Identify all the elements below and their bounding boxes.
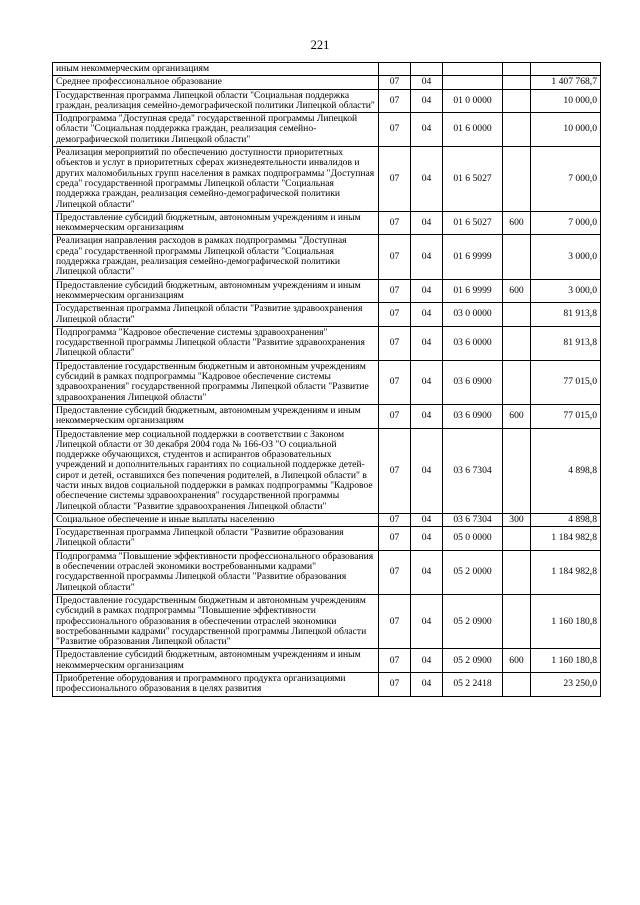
expense-type-code	[503, 326, 531, 360]
amount: 4 898,8	[531, 428, 601, 513]
amount: 1 407 768,7	[531, 76, 601, 89]
amount: 10 000,0	[531, 113, 601, 147]
table-row	[53, 594, 601, 648]
expense-type-code	[503, 594, 531, 648]
expense-type-code	[503, 527, 531, 551]
target-article-code: 01 6 0000	[443, 113, 503, 147]
target-article-code: 05 2 2418	[443, 673, 503, 697]
table-row	[53, 113, 601, 147]
target-article-code: 05 2 0900	[443, 649, 503, 673]
section-code	[379, 63, 411, 76]
expense-type-code	[503, 673, 531, 697]
row-name: Подпрограмма "Кадровое обеспечение системы здравоохранения" государственной программы Липецкой области "Развитие здравоохранения Липецкой области"	[53, 326, 379, 360]
amount: 3 000,0	[531, 235, 601, 279]
section-code: 07	[379, 235, 411, 279]
subsection-code: 04	[411, 649, 443, 673]
amount: 3 000,0	[531, 279, 601, 303]
subsection-code: 04	[411, 594, 443, 648]
table-row	[53, 527, 601, 551]
target-article-code: 01 6 9999	[443, 279, 503, 303]
target-article-code: 05 0 0000	[443, 527, 503, 551]
expense-type-code: 600	[503, 279, 531, 303]
table-row	[53, 279, 601, 303]
amount: 4 898,8	[531, 513, 601, 526]
target-article-code: 01 0 0000	[443, 89, 503, 113]
amount	[531, 63, 601, 76]
section-code: 07	[379, 428, 411, 513]
subsection-code: 04	[411, 89, 443, 113]
row-name: Подпрограмма "Доступная среда" государственной программы Липецкой области "Социальная поддержка граждан, реализация семейно-демографической политики Липецкой области"	[53, 113, 379, 147]
expense-type-code	[503, 428, 531, 513]
amount: 23 250,0	[531, 673, 601, 697]
target-article-code: 03 6 7304	[443, 428, 503, 513]
subsection-code: 04	[411, 279, 443, 303]
target-article-code: 01 6 5027	[443, 211, 503, 235]
row-name: Предоставление субсидий бюджетным, автономным учреждениям и иным некоммерческим организациям	[53, 649, 379, 673]
target-article-code: 03 6 0000	[443, 326, 503, 360]
subsection-code: 04	[411, 113, 443, 147]
table-row	[53, 235, 601, 279]
amount: 1 160 180,8	[531, 649, 601, 673]
target-article-code	[443, 63, 503, 76]
subsection-code: 04	[411, 428, 443, 513]
subsection-code: 04	[411, 513, 443, 526]
table-row	[53, 673, 601, 697]
budget-table-body	[53, 63, 601, 697]
section-code: 07	[379, 527, 411, 551]
table-row	[53, 404, 601, 428]
section-code: 07	[379, 113, 411, 147]
target-article-code: 05 2 0000	[443, 550, 503, 594]
table-row	[53, 513, 601, 526]
subsection-code: 04	[411, 76, 443, 89]
amount: 7 000,0	[531, 211, 601, 235]
amount: 7 000,0	[531, 147, 601, 212]
subsection-code: 04	[411, 404, 443, 428]
expense-type-code	[503, 303, 531, 327]
section-code: 07	[379, 404, 411, 428]
expense-type-code	[503, 113, 531, 147]
section-code: 07	[379, 513, 411, 526]
table-row	[53, 76, 601, 89]
table-row	[53, 360, 601, 404]
row-name: Реализация мероприятий по обеспечению доступности приоритетных объектов и услуг в приоритетных сферах жизнедеятельности инвалидов и других маломобильных групп населения в рамках подпрограммы "Доступная среда" государственной программы Липецкой области "Социальная поддержка граждан, реализация семейно-демографической политики Липецкой области"	[53, 147, 379, 212]
expense-type-code: 600	[503, 404, 531, 428]
amount: 77 015,0	[531, 404, 601, 428]
subsection-code: 04	[411, 235, 443, 279]
page-number: 221	[310, 38, 330, 52]
target-article-code: 01 6 9999	[443, 235, 503, 279]
budget-table	[52, 62, 601, 697]
expense-type-code	[503, 63, 531, 76]
section-code: 07	[379, 211, 411, 235]
section-code: 07	[379, 303, 411, 327]
expense-type-code	[503, 147, 531, 212]
row-name: Предоставление государственным бюджетным и автономным учреждениям субсидий в рамках подпрограммы "Повышение эффективности профессионального образования в обеспечении отраслей экономики востребованными кадрами" государственной программы Липецкой области "Развитие образования Липецкой области"	[53, 594, 379, 648]
row-name: Государственная программа Липецкой области "Социальная поддержка граждан, реализация семейно-демографической политики Липецкой области"	[53, 89, 379, 113]
row-name: Приобретение оборудования и программного продукта организациями профессионального образования в целях развития	[53, 673, 379, 697]
section-code: 07	[379, 279, 411, 303]
row-name: иным некоммерческим организациям	[53, 63, 379, 76]
target-article-code: 03 0 0000	[443, 303, 503, 327]
expense-type-code: 600	[503, 649, 531, 673]
expense-type-code	[503, 89, 531, 113]
section-code: 07	[379, 360, 411, 404]
subsection-code: 04	[411, 147, 443, 212]
row-name: Среднее профессиональное образование	[53, 76, 379, 89]
row-name: Предоставление субсидий бюджетным, автономным учреждениям и иным некоммерческим организациям	[53, 279, 379, 303]
subsection-code	[411, 63, 443, 76]
subsection-code: 04	[411, 211, 443, 235]
row-name: Предоставление субсидий бюджетным, автономным учреждениям и иным некоммерческим организациям	[53, 404, 379, 428]
table-row	[53, 303, 601, 327]
target-article-code: 01 6 5027	[443, 147, 503, 212]
expense-type-code	[503, 235, 531, 279]
section-code: 07	[379, 673, 411, 697]
table-row	[53, 649, 601, 673]
section-code: 07	[379, 76, 411, 89]
table-row	[53, 89, 601, 113]
expense-type-code	[503, 360, 531, 404]
target-article-code: 05 2 0900	[443, 594, 503, 648]
section-code: 07	[379, 594, 411, 648]
expense-type-code	[503, 76, 531, 89]
subsection-code: 04	[411, 527, 443, 551]
target-article-code	[443, 76, 503, 89]
amount: 81 913,8	[531, 303, 601, 327]
row-name: Социальное обеспечение и иные выплаты населению	[53, 513, 379, 526]
row-name: Предоставление государственным бюджетным и автономным учреждениям субсидий в рамках подпрограммы "Кадровое обеспечение системы здравоохранения" государственной программы Липецкой области "Развитие здравоохранения Липецкой области"	[53, 360, 379, 404]
amount: 10 000,0	[531, 89, 601, 113]
table-row	[53, 63, 601, 76]
row-name: Государственная программа Липецкой области "Развитие образования Липецкой области"	[53, 527, 379, 551]
section-code: 07	[379, 147, 411, 212]
section-code: 07	[379, 89, 411, 113]
amount: 81 913,8	[531, 326, 601, 360]
row-name: Реализация направления расходов в рамках подпрограммы "Доступная среда" государственной программы Липецкой области "Социальная поддержка граждан, реализация семейно-демографической политики Липецкой области"	[53, 235, 379, 279]
table-row	[53, 428, 601, 513]
table-row	[53, 211, 601, 235]
amount: 77 015,0	[531, 360, 601, 404]
subsection-code: 04	[411, 360, 443, 404]
expense-type-code: 300	[503, 513, 531, 526]
table-row	[53, 550, 601, 594]
row-name: Государственная программа Липецкой области "Развитие здравоохранения Липецкой области"	[53, 303, 379, 327]
row-name: Предоставление субсидий бюджетным, автономным учреждениям и иным некоммерческим организациям	[53, 211, 379, 235]
expense-type-code: 600	[503, 211, 531, 235]
table-row	[53, 326, 601, 360]
amount: 1 160 180,8	[531, 594, 601, 648]
subsection-code: 04	[411, 326, 443, 360]
subsection-code: 04	[411, 550, 443, 594]
amount: 1 184 982,8	[531, 527, 601, 551]
subsection-code: 04	[411, 303, 443, 327]
section-code: 07	[379, 326, 411, 360]
target-article-code: 03 6 0900	[443, 360, 503, 404]
section-code: 07	[379, 649, 411, 673]
row-name: Подпрограмма "Повышение эффективности профессионального образования в обеспечении отраслей экономики востребованными кадрами" государственной программы Липецкой области "Развитие образования Липецкой области"	[53, 550, 379, 594]
table-row	[53, 147, 601, 212]
section-code: 07	[379, 550, 411, 594]
amount: 1 184 982,8	[531, 550, 601, 594]
expense-type-code	[503, 550, 531, 594]
subsection-code: 04	[411, 673, 443, 697]
row-name: Предоставление мер социальной поддержки в соответствии с Законом Липецкой области от 30 декабря 2004 года № 166-ОЗ "О социальной поддержке обучающихся, студентов и аспирантов образовательных учреждений и дополнительных гарантиях по социальной поддержке детей-сирот и детей, оставшихся без попечения родителей, в Липецкой области" в части иных видов социальной поддержки в рамках подпрограммы "Кадровое обеспечение системы здравоохранения" государственной программы Липецкой области "Развитие здравоохранения Липецкой области"	[53, 428, 379, 513]
target-article-code: 03 6 7304	[443, 513, 503, 526]
target-article-code: 03 6 0900	[443, 404, 503, 428]
